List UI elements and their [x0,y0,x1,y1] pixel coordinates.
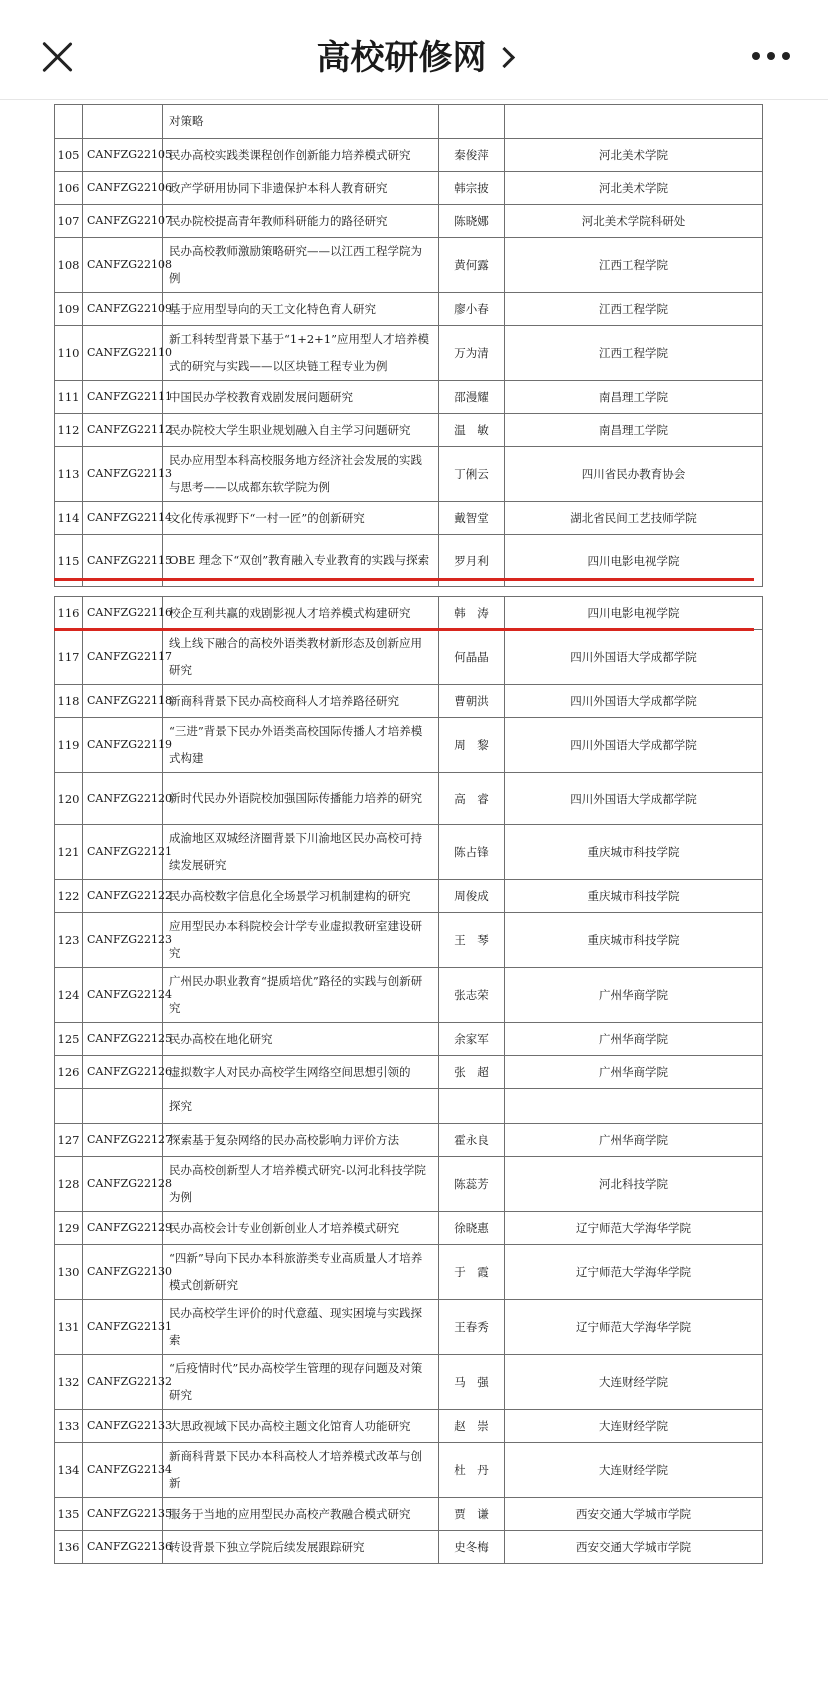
project-lead: 周 黎 [439,718,505,773]
project-code: CANFZG22108 [83,238,163,293]
project-lead: 万为清 [439,326,505,381]
project-title: 虚拟数字人对民办高校学生网络空间思想引领的 [163,1056,439,1089]
project-lead: 于 霞 [439,1245,505,1300]
project-code: CANFZG22134 [83,1443,163,1498]
project-lead: 曹朝洪 [439,685,505,718]
project-lead: 徐晓惠 [439,1212,505,1245]
project-code: CANFZG22121 [83,825,163,880]
project-table-2 [54,596,763,1089]
table-row [55,293,763,326]
table-row [55,1410,763,1443]
project-code: CANFZG22111 [83,381,163,414]
row-number: 118 [55,685,83,718]
project-lead [439,1089,505,1124]
project-lead: 陈晓娜 [439,205,505,238]
row-number: 106 [55,172,83,205]
project-unit: 江西工程学院 [505,326,763,381]
project-title: 新商科背景下民办高校商科人才培养路径研究 [163,685,439,718]
project-title: 转设背景下独立学院后续发展跟踪研究 [163,1531,439,1564]
table-row [55,205,763,238]
row-number: 136 [55,1531,83,1564]
project-code: CANFZG22136 [83,1531,163,1564]
row-number: 112 [55,414,83,447]
project-title: 广州民办职业教育“提质培优”路径的实践与创新研究 [163,968,439,1023]
project-unit: 广州华商学院 [505,1056,763,1089]
table-row [55,172,763,205]
row-number: 110 [55,326,83,381]
row-number: 131 [55,1300,83,1355]
project-lead: 王 琴 [439,913,505,968]
project-lead: 王春秀 [439,1300,505,1355]
project-title: 民办院校大学生职业规划融入自主学习问题研究 [163,414,439,447]
project-lead: 霍永良 [439,1124,505,1157]
project-unit: 河北美术学院科研处 [505,205,763,238]
project-code: CANFZG22122 [83,880,163,913]
row-number: 134 [55,1443,83,1498]
project-code: CANFZG22130 [83,1245,163,1300]
table-row [55,139,763,172]
table-row [55,1124,763,1157]
project-lead: 周俊成 [439,880,505,913]
table-row [55,1498,763,1531]
project-unit: 广州华商学院 [505,1023,763,1056]
project-unit: 河北美术学院 [505,139,763,172]
project-code: CANFZG22110 [83,326,163,381]
table-row [55,1300,763,1355]
row-number: 127 [55,1124,83,1157]
table-row [55,913,763,968]
project-unit: 四川外国语大学成都学院 [505,718,763,773]
project-title: 政产学研用协同下非遗保护本科人教育研究 [163,172,439,205]
project-unit: 西安交通大学城市学院 [505,1531,763,1564]
page-title[interactable] [0,30,828,79]
project-title: 文化传承视野下“一村一匠”的创新研究 [163,502,439,535]
page-title-text: 高校研修网 [316,38,487,78]
more-icon[interactable] [752,52,792,62]
project-unit: 江西工程学院 [505,293,763,326]
table-row [55,326,763,381]
project-unit: 四川外国语大学成都学院 [505,685,763,718]
project-code: CANFZG22127 [83,1124,163,1157]
project-unit: 西安交通大学城市学院 [505,1498,763,1531]
project-unit: 大连财经学院 [505,1443,763,1498]
project-lead: 韩宗披 [439,172,505,205]
project-title: 成渝地区双城经济圈背景下川渝地区民办高校可持续发展研究 [163,825,439,880]
project-title: 新时代民办外语院校加强国际传播能力培养的研究 [163,773,439,825]
project-lead: 马 强 [439,1355,505,1410]
project-title: 民办高校数字信息化全场景学习机制建构的研究 [163,880,439,913]
project-unit: 重庆城市科技学院 [505,825,763,880]
project-code: CANFZG22128 [83,1157,163,1212]
project-lead: 赵 崇 [439,1410,505,1443]
project-title: 应用型民办本科院校会计学专业虚拟教研室建设研究 [163,913,439,968]
project-title: 线上线下融合的高校外语类教材新形态及创新应用研究 [163,630,439,685]
project-unit: 南昌理工学院 [505,381,763,414]
project-unit: 河北美术学院 [505,172,763,205]
project-title: OBE 理念下“双创”教育融入专业教育的实践与探索 [163,535,439,587]
project-title: “后疫情时代”民办高校学生管理的现存问题及对策研究 [163,1355,439,1410]
project-code: CANFZG22117 [83,630,163,685]
table-row [55,1443,763,1498]
row-number: 122 [55,880,83,913]
project-unit: 四川外国语大学成都学院 [505,773,763,825]
project-lead: 陈占锋 [439,825,505,880]
project-lead: 陈蕊芳 [439,1157,505,1212]
project-title: 基于应用型导向的天工文化特色育人研究 [163,293,439,326]
project-unit: 重庆城市科技学院 [505,880,763,913]
project-code: CANFZG22126 [83,1056,163,1089]
project-title: 探索基于复杂网络的民办高校影响力评价方法 [163,1124,439,1157]
row-number: 109 [55,293,83,326]
row-number: 123 [55,913,83,968]
project-unit [505,1089,763,1124]
project-lead: 廖小春 [439,293,505,326]
table-row [55,105,763,139]
row-number: 128 [55,1157,83,1212]
table-row [55,502,763,535]
project-table-1 [54,104,763,587]
project-unit: 大连财经学院 [505,1410,763,1443]
project-title: 民办高校创新型人才培养模式研究-以河北科技学院为例 [163,1157,439,1212]
row-number: 120 [55,773,83,825]
project-title: 对策略 [163,105,439,139]
project-title: 中国民办学校教育戏剧发展问题研究 [163,381,439,414]
project-lead: 黄何露 [439,238,505,293]
project-lead: 邵漫耀 [439,381,505,414]
project-title: 探究 [163,1089,439,1124]
table-row [55,825,763,880]
project-code: CANFZG22125 [83,1023,163,1056]
row-number: 121 [55,825,83,880]
table-row [55,773,763,825]
project-title: 民办高校实践类课程创作创新能力培养模式研究 [163,139,439,172]
project-unit: 大连财经学院 [505,1355,763,1410]
table-row [55,1245,763,1300]
project-code: CANFZG22119 [83,718,163,773]
row-number: 129 [55,1212,83,1245]
project-unit: 辽宁师范大学海华学院 [505,1212,763,1245]
table-row [55,597,763,630]
project-lead: 张志荣 [439,968,505,1023]
highlight-line-top [54,578,754,581]
table-row [55,968,763,1023]
row-number [55,1089,83,1124]
project-code: CANFZG22124 [83,968,163,1023]
row-number: 113 [55,447,83,502]
project-unit: 江西工程学院 [505,238,763,293]
project-code: CANFZG22113 [83,447,163,502]
project-unit: 南昌理工学院 [505,414,763,447]
project-title: 民办院校提高青年教师科研能力的路径研究 [163,205,439,238]
row-number: 108 [55,238,83,293]
project-code: CANFZG22106 [83,172,163,205]
project-title: 民办高校教师激励策略研究——以江西工程学院为例 [163,238,439,293]
table-row [55,238,763,293]
nav-bar [0,0,828,100]
project-title: 民办高校会计专业创新创业人才培养模式研究 [163,1212,439,1245]
highlight-line-bottom [54,628,754,631]
project-unit: 辽宁师范大学海华学院 [505,1245,763,1300]
project-title: 大思政视域下民办高校主题文化馆育人功能研究 [163,1410,439,1443]
table-row [55,447,763,502]
project-unit: 四川省民办教育协会 [505,447,763,502]
project-code: CANFZG22129 [83,1212,163,1245]
project-code: CANFZG22131 [83,1300,163,1355]
project-lead: 温 敏 [439,414,505,447]
project-code: CANFZG22118 [83,685,163,718]
project-code [83,105,163,139]
project-code: CANFZG22123 [83,913,163,968]
row-number: 124 [55,968,83,1023]
table-row [55,630,763,685]
row-number: 107 [55,205,83,238]
table-row [55,1023,763,1056]
row-number: 132 [55,1355,83,1410]
project-lead: 韩 涛 [439,597,505,630]
table-row [55,718,763,773]
table-row [55,1355,763,1410]
row-number: 125 [55,1023,83,1056]
project-title: 民办应用型本科高校服务地方经济社会发展的实践与思考——以成都东软学院为例 [163,447,439,502]
row-number: 117 [55,630,83,685]
project-unit [505,105,763,139]
project-title: “三进”背景下民办外语类高校国际传播人才培养模式构建 [163,718,439,773]
table-row [55,880,763,913]
project-lead: 贾 谦 [439,1498,505,1531]
project-table-3 [54,1088,763,1564]
project-code: CANFZG22132 [83,1355,163,1410]
project-unit: 广州华商学院 [505,1124,763,1157]
project-title: 服务于当地的应用型民办高校产教融合模式研究 [163,1498,439,1531]
project-lead: 张 超 [439,1056,505,1089]
project-unit: 重庆城市科技学院 [505,913,763,968]
project-unit: 四川外国语大学成都学院 [505,630,763,685]
project-lead: 高 睿 [439,773,505,825]
table-row [55,1157,763,1212]
table-row [55,1089,763,1124]
project-unit: 四川电影电视学院 [505,535,763,587]
row-number: 114 [55,502,83,535]
project-code: CANFZG22109 [83,293,163,326]
project-lead: 罗月利 [439,535,505,587]
project-lead: 戴智堂 [439,502,505,535]
row-number: 130 [55,1245,83,1300]
row-number: 119 [55,718,83,773]
project-title: 新工科转型背景下基于“1+2+1”应用型人才培养模式的研究与实践——以区块链工程专业为例 [163,326,439,381]
project-code: CANFZG22116 [83,597,163,630]
project-title: 民办高校学生评价的时代意蕴、现实困境与实践探索 [163,1300,439,1355]
row-number: 111 [55,381,83,414]
table-row [55,1056,763,1089]
project-lead [439,105,505,139]
project-unit: 辽宁师范大学海华学院 [505,1300,763,1355]
project-lead: 余家军 [439,1023,505,1056]
project-title: “四新”导向下民办本科旅游类专业高质量人才培养模式创新研究 [163,1245,439,1300]
row-number: 115 [55,535,83,587]
table-row [55,381,763,414]
project-code: CANFZG22135 [83,1498,163,1531]
project-title: 新商科背景下民办本科高校人才培养模式改革与创新 [163,1443,439,1498]
project-code: CANFZG22107 [83,205,163,238]
project-code: CANFZG22120 [83,773,163,825]
project-code: CANFZG22114 [83,502,163,535]
project-lead: 丁俐云 [439,447,505,502]
row-number: 105 [55,139,83,172]
project-lead: 杜 丹 [439,1443,505,1498]
project-unit: 广州华商学院 [505,968,763,1023]
table-row [55,414,763,447]
project-code: CANFZG22133 [83,1410,163,1443]
table-row [55,1212,763,1245]
row-number: 135 [55,1498,83,1531]
row-number: 116 [55,597,83,630]
chevron-right-icon [493,47,514,68]
project-unit: 湖北省民间工艺技师学院 [505,502,763,535]
project-code: CANFZG22115 [83,535,163,587]
project-lead: 何晶晶 [439,630,505,685]
table-row [55,685,763,718]
row-number [55,105,83,139]
row-number: 133 [55,1410,83,1443]
project-unit: 四川电影电视学院 [505,597,763,630]
project-title: 校企互利共赢的戏剧影视人才培养模式构建研究 [163,597,439,630]
project-lead: 秦俊萍 [439,139,505,172]
project-unit: 河北科技学院 [505,1157,763,1212]
project-code: CANFZG22105 [83,139,163,172]
project-code: CANFZG22112 [83,414,163,447]
row-number: 126 [55,1056,83,1089]
project-lead: 史冬梅 [439,1531,505,1564]
project-code [83,1089,163,1124]
table-row [55,1531,763,1564]
project-title: 民办高校在地化研究 [163,1023,439,1056]
